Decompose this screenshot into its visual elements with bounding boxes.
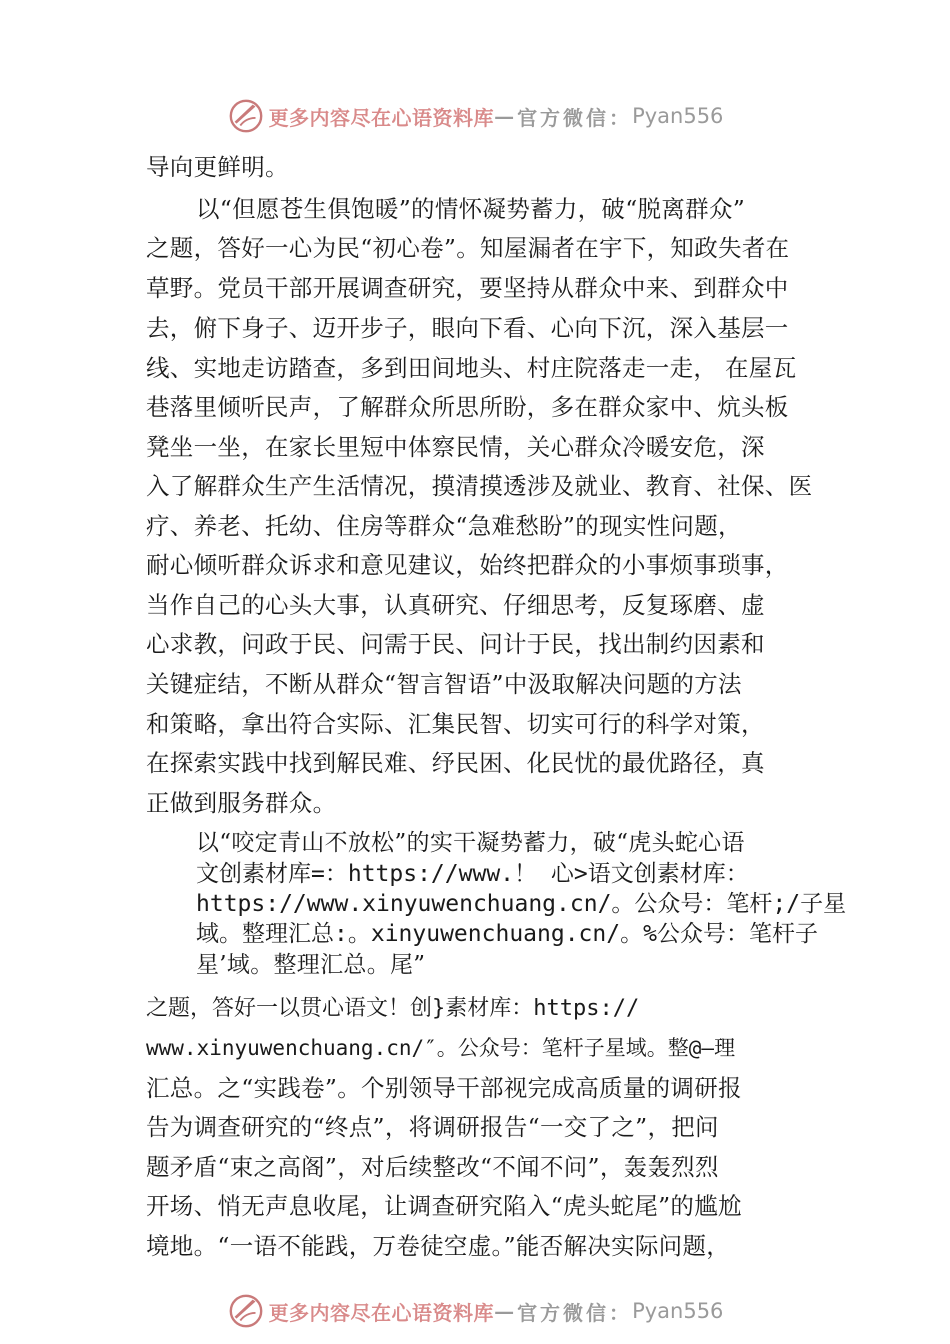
body-line: 去，俯下身子、迈开步子，眼向下看、心向下沉，深入基层一 (146, 314, 789, 342)
footer-banner (0, 1291, 950, 1331)
body-line: 疗、养老、托幼、住房等群众“急难愁盼”的现实性问题， (146, 512, 742, 540)
body-line: 心求教，问政于民、问需于民、问计于民，找出制约因素和 (146, 630, 765, 658)
header-title: 更多内容尽在心语资料库 (268, 105, 495, 130)
body-line: 之题，答好一心为民“初心卷”。知屋漏者在宇下，知政失者在 (146, 234, 790, 262)
quote-line: 星’域。整理汇总。尾” (196, 952, 426, 978)
body-line: 境地。“一语不能践，万卷徒空虚。”能否解决实际问题， (146, 1232, 731, 1260)
logo-icon (227, 97, 265, 135)
body-line: 之题，答好一以贯心语文！创}素材库：https:// (146, 996, 640, 1021)
body-line: 在探索实践中找到解民难、纾民困、化民忧的最优路径，真 (146, 749, 765, 777)
body-line: 巷落里倾听民声，了解群众所思所盼，多在群众家中、炕头板 (146, 393, 789, 421)
body-line: 线、实地走访踏查，多到田间地头、村庄院落走一走， 在屋瓦 (146, 354, 797, 382)
body-line: 和策略，拿出符合实际、汇集民智、切实可行的科学对策， (146, 710, 765, 738)
quote-line: 文创素材库=：https://www.！ 心>语文创素材库： (196, 861, 749, 887)
quote-line: 以“咬定青山不放松”的实干凝势蓄力，破“虎头蛇心语 (196, 830, 745, 856)
logo-icon (227, 1292, 265, 1330)
body-line: 当作自己的心头大事，认真研究、仔细思考，反复琢磨、虚 (146, 591, 765, 619)
header-wechat-id: Pyan556 (632, 104, 724, 128)
quote-line: https://www.xinyuwenchuang.cn/。公众号：笔杆;/子星 (196, 891, 847, 917)
body-line: 导向更鲜明。 (146, 153, 289, 181)
body-line: 题矛盾“束之高阁”，对后续整改“不闻不问”，轰轰烈烈 (146, 1153, 719, 1181)
body-line: 告为调查研究的“终点”，将调研报告“一交了之”，把问 (146, 1113, 719, 1141)
header-official: 官方微信： (517, 105, 633, 130)
footer-title: 更多内容尽在心语资料库 (268, 1300, 495, 1325)
footer-official: 官方微信： (517, 1300, 633, 1325)
body-line: 入了解群众生产生活情况，摸清摸透涉及就业、教育、社保、医 (146, 472, 813, 500)
body-line: 开场、悄无声息收尾，让调查研究陷入“虎头蛇尾”的尴尬 (146, 1192, 742, 1220)
header-separator: — (494, 104, 518, 128)
body-line: 关键症结，不断从群众“智言智语”中汲取解决问题的方法 (146, 670, 742, 698)
header-banner (0, 96, 950, 136)
footer-separator: — (494, 1299, 518, 1323)
body-line: 草野。党员干部开展调查研究，要坚持从群众中来、到群众中 (146, 274, 789, 302)
body-line: 汇总。之“实践卷”。个别领导干部视完成高质量的调研报 (146, 1074, 742, 1102)
quote-line: 域。整理汇总:。xinyuwenchuang.cn/。%公众号：笔杆子 (196, 921, 818, 947)
body-line: 正做到服务群众。 (146, 789, 337, 817)
body-line: 耐心倾听群众诉求和意见建议，始终把群众的小事烦事琐事， (146, 551, 789, 579)
footer-wechat-id: Pyan556 (632, 1299, 724, 1323)
body-line: 以“但愿苍生俱饱暖”的情怀凝势蓄力，破“脱离群众” (196, 195, 746, 223)
body-line: www.xinyuwenchuang.cn/″。公众号：笔杆子星域。整@—理 (146, 1036, 736, 1060)
body-line: 凳坐一坐，在家长里短中体察民情，关心群众冷暖安危，深 (146, 433, 765, 461)
